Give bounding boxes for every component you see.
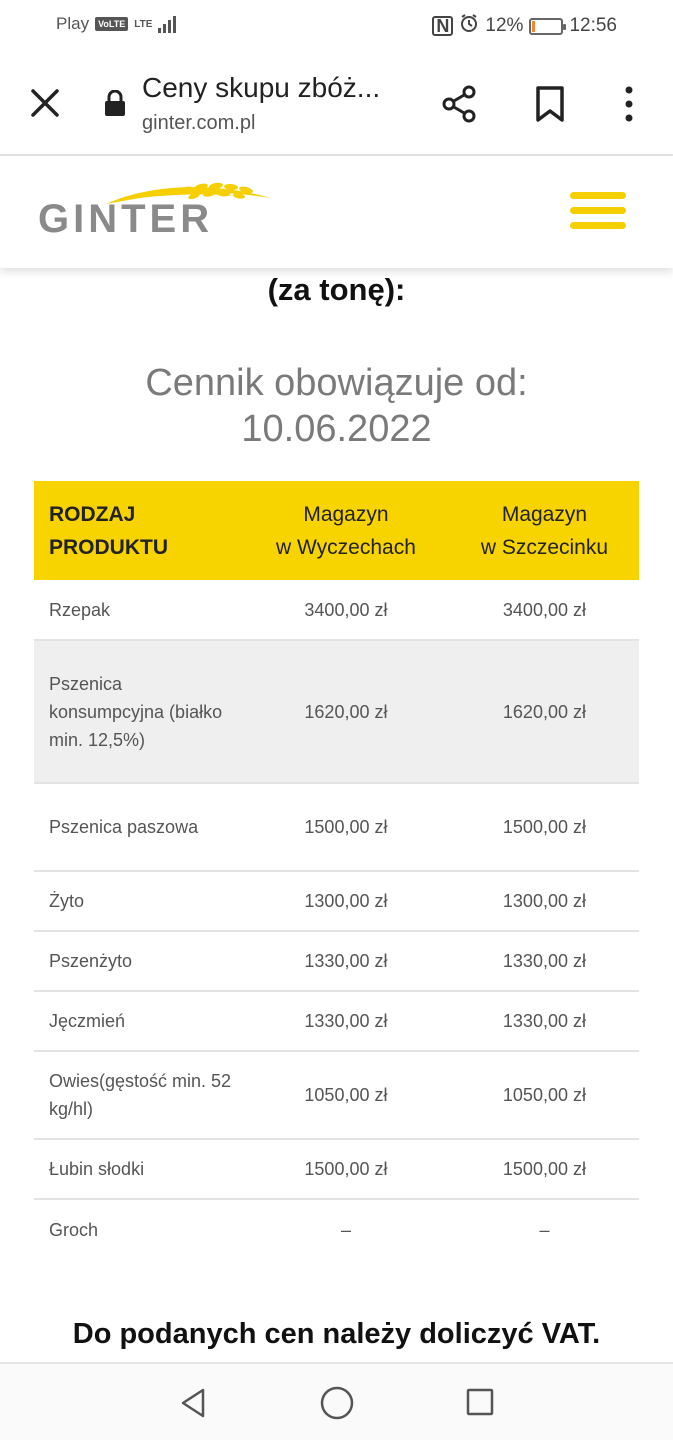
- bookmark-icon: [534, 84, 566, 124]
- back-button[interactable]: [176, 1386, 210, 1420]
- price-szczecinek: 1500,00 zł: [450, 783, 639, 871]
- status-bar: [0, 0, 673, 52]
- lte-label: LTE: [134, 18, 153, 30]
- heading-line-2: (za tonę):: [267, 272, 406, 307]
- price-szczecinek: 1620,00 zł: [450, 640, 639, 783]
- recent-square-icon: [465, 1387, 495, 1417]
- header-warehouse-szczecinek: Magazyn w Szczecinku: [450, 481, 639, 580]
- page-url[interactable]: ginter.com.pl: [142, 112, 256, 134]
- battery-icon: [529, 18, 563, 35]
- table-header-row: [34, 481, 639, 580]
- price-wyczechy: 1050,00 zł: [242, 1051, 450, 1139]
- table-row: [34, 931, 639, 991]
- price-wyczechy: 1500,00 zł: [242, 1139, 450, 1199]
- valid-from-date: 10.06.2022: [241, 408, 432, 450]
- product-name: Żyto: [34, 871, 242, 931]
- overflow-menu-button[interactable]: [614, 84, 644, 124]
- price-szczecinek: 3400,00 zł: [450, 580, 639, 640]
- clock: 12:56: [569, 15, 617, 36]
- product-name: Pszenica konsumpcyjna (białko min. 12,5%): [34, 640, 242, 783]
- signal-icon: [158, 15, 176, 33]
- price-wyczechy: –: [340, 1219, 351, 1240]
- price-szczecinek: 1300,00 zł: [450, 871, 639, 931]
- table-row: [34, 1199, 639, 1259]
- product-name: Rzepak: [34, 580, 242, 640]
- header-warehouse-wyczechy: Magazyn w Wyczechach: [242, 481, 450, 580]
- product-name: Pszenica paszowa: [34, 783, 242, 871]
- table-row: [34, 1051, 639, 1139]
- product-name: Łubin słodki: [34, 1139, 242, 1199]
- status-left: [56, 14, 176, 34]
- lock-icon: [104, 90, 126, 116]
- hamburger-menu-button[interactable]: [570, 192, 626, 232]
- battery-percent: 12%: [485, 15, 524, 36]
- share-icon: [440, 84, 478, 124]
- table-row: [34, 1139, 639, 1199]
- product-name: Jęczmień: [34, 991, 242, 1051]
- valid-from: [0, 360, 673, 452]
- site-header: [0, 156, 673, 268]
- ginter-logo[interactable]: [36, 176, 281, 246]
- table-row: [34, 871, 639, 931]
- price-szczecinek: 1500,00 zł: [450, 1139, 639, 1199]
- table-row: [34, 991, 639, 1051]
- price-wyczechy: 1330,00 zł: [242, 991, 450, 1051]
- table-row: [34, 580, 639, 640]
- back-triangle-icon: [176, 1386, 210, 1420]
- product-name: Groch: [49, 1219, 99, 1240]
- page-title[interactable]: Ceny skupu zbóż...: [142, 72, 381, 103]
- more-vertical-icon: [614, 84, 644, 124]
- system-nav-bar: [0, 1362, 673, 1440]
- logo-text: GINTER: [38, 197, 214, 241]
- table-row: [34, 783, 639, 871]
- main-content: [0, 230, 673, 1360]
- product-name: Owies(gęstość min. 52 kg/hl): [34, 1051, 242, 1139]
- volte-badge: VoLTE: [95, 17, 128, 31]
- product-name: Pszenżyto: [34, 931, 242, 991]
- price-szczecinek: –: [539, 1219, 550, 1240]
- nfc-icon: N: [432, 16, 453, 36]
- price-wyczechy: 1300,00 zł: [242, 871, 450, 931]
- bookmark-button[interactable]: [534, 84, 566, 124]
- header-product: RODZAJ PRODUKTU: [34, 481, 242, 580]
- price-wyczechy: 1620,00 zł: [242, 640, 450, 783]
- price-table: [34, 481, 639, 1259]
- price-wyczechy: 3400,00 zł: [242, 580, 450, 640]
- home-button[interactable]: [318, 1384, 356, 1422]
- table-row: [34, 640, 639, 783]
- price-wyczechy: 1330,00 zł: [242, 931, 450, 991]
- valid-from-label: Cennik obowiązuje od:: [145, 362, 528, 404]
- price-szczecinek: 1330,00 zł: [450, 931, 639, 991]
- recent-apps-button[interactable]: [465, 1387, 495, 1417]
- price-szczecinek: 1330,00 zł: [450, 991, 639, 1051]
- browser-toolbar: [0, 52, 673, 156]
- price-szczecinek: 1050,00 zł: [450, 1051, 639, 1139]
- carrier-name: Play: [56, 14, 90, 33]
- close-icon: [26, 84, 64, 122]
- close-tab-button[interactable]: [26, 84, 64, 122]
- price-wyczechy: 1500,00 zł: [242, 783, 450, 871]
- home-circle-icon: [318, 1384, 356, 1422]
- alarm-icon: [459, 13, 479, 39]
- share-button[interactable]: [440, 84, 478, 124]
- status-right: [432, 13, 617, 39]
- vat-note: Do podanych cen należy doliczyć VAT.: [72, 1318, 601, 1350]
